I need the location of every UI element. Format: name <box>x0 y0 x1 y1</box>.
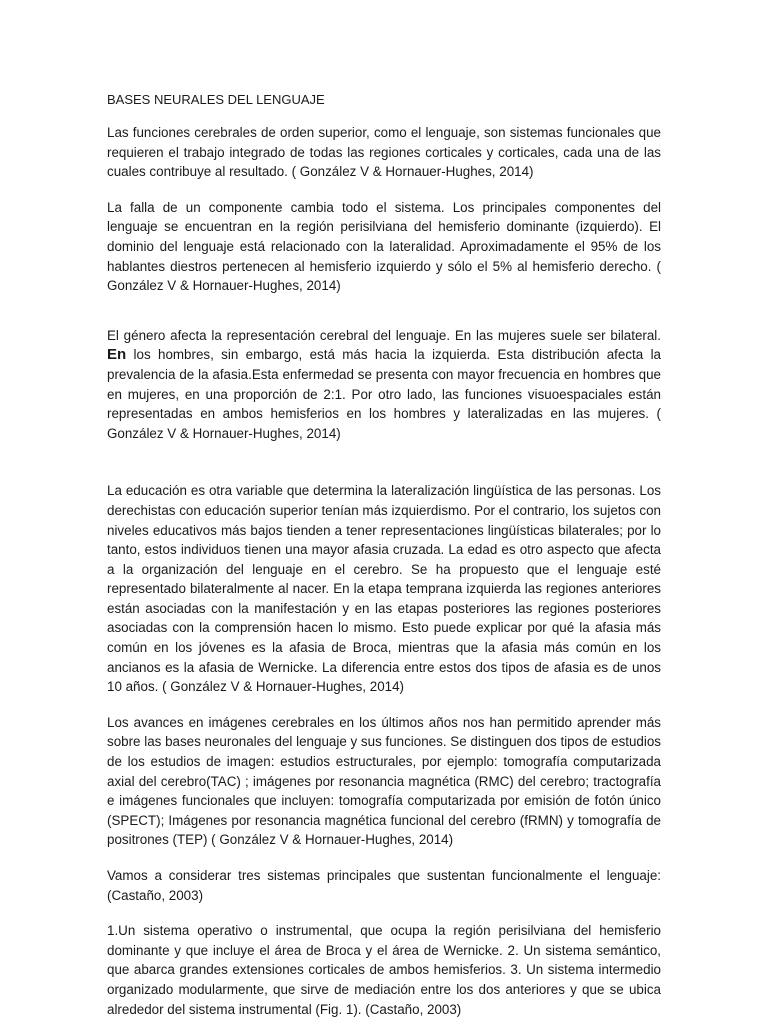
paragraph-3-text-b: los hombres, sin embargo, está más hacia la izquierda. Esta distribución afecta la prevalencia de la afasia.Esta enfermedad se presenta con mayor frecuencia en hombres que en mujeres, en una proporción de 2:1. Por otro lado, las funciones visuoespaciales están representadas en ambos hemisferios en los hombres y lateralizadas en las mujeres. ( González V & Hornauer-Hughes, 2014) <box>107 347 661 441</box>
paragraph-3-text-a: El género afecta la representación cerebral del lenguaje. En las mujeres suele ser bilateral. <box>107 327 661 343</box>
paragraph-4: La educación es otra variable que determina la lateralización lingüística de las personas. Los derechistas con educación superior tenían más izquierdismo. Por el contrario, los sujetos con niveles educativos más bajos tienden a tener representaciones lingüísticas bilaterales; por lo tanto, estos individuos tienen una mayor afasia cruzada. La edad es otro aspecto que afecta a la organización del lenguaje en el cerebro. Se ha propuesto que el lenguaje esté representado bilateralmente al nacer. En la etapa temprana izquierda las regiones anteriores están asociadas con la manifestación y en las etapas posteriores las regiones posteriores asociadas con la comprensión hacen lo mismo. Esto puede explicar por qué la afasia más común en los jóvenes es la afasia de Broca, mientras que la afasia más común en los ancianos es la afasia de Wernicke. La diferencia entre estos dos tipos de afasia es de unos 10 años. ( González V & Hornauer-Hughes, 2014) <box>107 483 661 695</box>
paragraph-3 <box>107 326 661 444</box>
page-title: BASES NEURALES DEL LENGUAJE <box>107 92 325 107</box>
paragraph-7: 1.Un sistema operativo o instrumental, que ocupa la región perisilviana del hemisferio dominante y que incluye el área de Broca y el área de Wernicke. 2. Un sistema semántico, que abarca grandes extensiones corticales de ambos hemisferios. 3. Un sistema intermedio organizado modularmente, que sirve de mediación entre los dos anteriores y que se ubica alrededor del sistema instrumental (Fig. 1). (Castaño, 2003) <box>107 923 661 1017</box>
paragraph-2: La falla de un componente cambia todo el sistema. Los principales componentes del lenguaje se encuentran en la región perisilviana del hemisferio dominante (izquierdo). El dominio del lenguaje está relacionado con la lateralidad. Aproximadamente el 95% de los hablantes diestros pertenecen al hemisferio izquierdo y sólo el 5% al hemisferio derecho. ( González V & Hornauer-Hughes, 2014) <box>107 199 661 294</box>
paragraph-6: Vamos a considerar tres sistemas principales que sustentan funcionalmente el lenguaje: (Castaño, 2003) <box>107 868 661 903</box>
paragraph-5: Los avances en imágenes cerebrales en los últimos años nos han permitido aprender más sobre las bases neuronales del lenguaje y sus funciones. Se distinguen dos tipos de estudios de los estudios de imagen: estudios estructurales, por ejemplo: tomografía computarizada axial del cerebro(TAC) ; imágenes por resonancia magnética (RMC) del cerebro; tractografía e imágenes funcionales que incluyen: tomografía computarizada por emisión de fotón único (SPECT); Imágenes por resonancia magnética funcional del cerebro (fRMN) y tomografía de positrones (TEP) ( González V & Hornauer-Hughes, 2014) <box>107 714 661 848</box>
paragraph-3-bold-word: En <box>107 346 127 364</box>
paragraph-1: Las funciones cerebrales de orden superior, como el lenguaje, son sistemas funcionales que requieren el trabajo integrado de todas las regiones corticales y corticales, cada una de las cuales contribuye al resultado. ( González V & Hornauer-Hughes, 2014) <box>107 125 661 180</box>
